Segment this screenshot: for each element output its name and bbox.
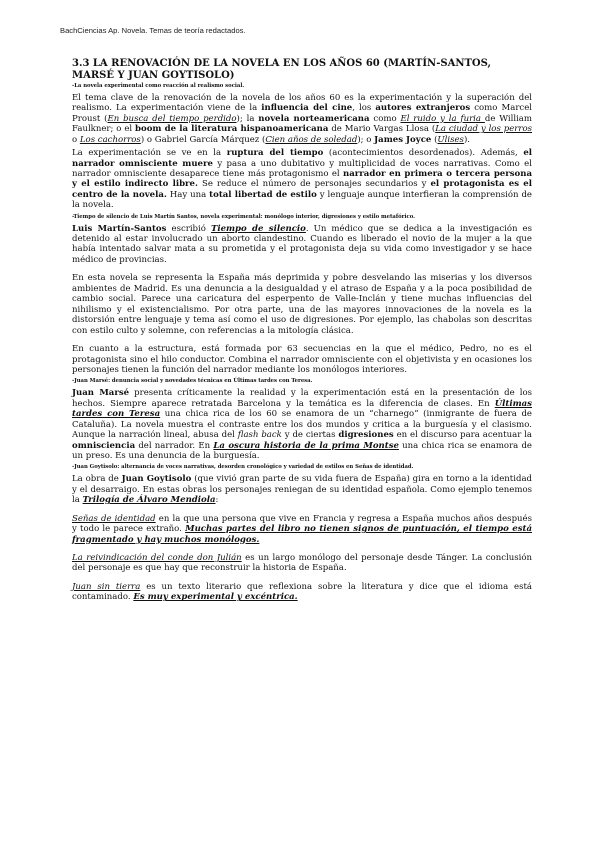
paragraph-marse: Juan Marsé presenta críticamente la realidad y la experimentación está en la presentación de los hechos. Siempre aparece retratada Barcelona y la temática es la diferencia de clases. En Últimas tardes con Teresa una chica rica de los 60 se enamora de un “charnego” (inmigrante de fuera de Cataluña). La novela muestra el contraste entre los dos mundos y critica a la burguesía y el clasismo. Aunque la narración lineal, abusa del flash back y de ciertas digresiones en el discurso para acentuar la omnisciencia del narrador. En La oscura historia de la prima Montse una chica rica se enamora de un preso. Es una denuncia de la burguesía.: [72, 388, 532, 461]
page-header: BachCiencias Ap. Novela. Temas de teoría redactados.: [60, 26, 246, 35]
paragraph-structure: En cuanto a la estructura, está formada por 63 secuencias en la que el médico, Pedro, no es el protagonista sino el hilo conductor. Combina el narrador omnisciente con el objetivista y en ocasiones los personajes tienen la función del narrador mediante los monólogos interiores.: [72, 344, 532, 376]
paragraph-time-rupture: La experimentación se ve en la ruptura del tiempo (acontecimientos desordenados). Además, el narrador omnisciente muere y pasa a uno dubitativo y multiplicidad de voces narrativas. Como el narrador omnisciente desaparece tiene más protagonismo el narrador en primera o tercera persona y el estilo indirecto libre. Se reduce el número de personajes secundarios y el protagonista es el centro de la novela. Hay una total libertad de estilo y lenguaje aunque interfieran la comprensión de la novela.: [72, 148, 532, 211]
subheading-marse: -Juan Marsé: denuncia social y novedades técnicas en Últimas tardes con Teresa.: [72, 378, 313, 385]
paragraph-spain-depiction: En esta novela se representa la España más deprimida y pobre desvelando las miserias y los diversos ambientes de Madrid. Es una denuncia a la desigualdad y el atraso de España y a la poca posibilidad de cambio social. Parece una caricatura del esperpento de Valle-Inclán y tiene muchas influencias del nihilismo y el existencialismo. Por otra parte, una de las mayores innovaciones de la novela es la distorsión entre lenguaje y tema así como el uso de digresiones. Por ejemplo, las chabolas son descritas con estilo culto y solemne, con referencias a la mitología clásica.: [72, 273, 532, 336]
paragraph-conde-don-julian: La reivindicación del conde don Julián es un largo monólogo del personaje desde Tánger. La conclusión del personaje es que hay que reconstruir la historia de España.: [72, 552, 532, 574]
section-title: 3.3 LA RENOVACIÓN DE LA NOVELA EN LOS AÑOS 60 (MARTÍN-SANTOS, MARSÉ Y JUAN GOYTISOLO): [72, 58, 491, 81]
subheading-tiempo-de-silencio: -Tiempo de silencio de Luis Martín Santos, novela experimental: monólogo interior, digresiones y estilo metafórico.: [72, 213, 415, 220]
paragraph-juan-sin-tierra: Juan sin tierra es un texto literario que reflexiona sobre la literatura y dice que el idioma está contaminado. Es muy experimental y excéntrica.: [72, 581, 532, 603]
paragraph-senas-de-identidad: Señas de identidad en la que una persona que vive en Francia y regresa a España muchos años después y todo le parece extraño. Muchas partes del libro no tienen signos de puntuación, el tiempo está fragmentado y hay muchos monólogos.: [72, 513, 532, 545]
paragraph-martin-santos: Luis Martín-Santos escribió Tiempo de silencio. Un médico que se dedica a la investigación es detenido al estar involucrado un aborto clandestino. Cuando es liberado el novio de la mujer a la que había intentado salvar mata a su prometida y el protagonista deja su vida como investigador y se hace médico de provincias.: [72, 223, 532, 265]
subheading-goytisolo: -Juan Goytisolo: alternancia de voces narrativas, desorden cronológico y variedad de estilos en Señas de identidad.: [72, 464, 414, 471]
paragraph-experimentation: El tema clave de la renovación de la novela de los años 60 es la experimentación y la superación del realismo. La experimentación viene de la influencia del cine, los autores extranjeros como Marcel Proust (En busca del tiempo perdido); la novela norteamericana como El ruido y la furia de William Faulkner; o el boom de la literatura hispanoamericana de Mario Vargas Llosa (La ciudad y los perros o Los cachorros) o Gabriel García Márquez (Cien años de soledad); o James Joyce (Ulises).: [72, 92, 533, 145]
subheading-experimental: -La novela experimental como reacción al realismo social.: [72, 83, 245, 89]
paragraph-goytisolo: La obra de Juan Goytisolo (que vivió gran parte de su vida fuera de España) gira en torno a la identidad y el desarraigo. En estas obras los personajes reniegan de su identidad española. Como ejemplo tenemos la Trilogía de Álvaro Mendiola:: [72, 474, 533, 506]
document-body: [72, 58, 532, 611]
